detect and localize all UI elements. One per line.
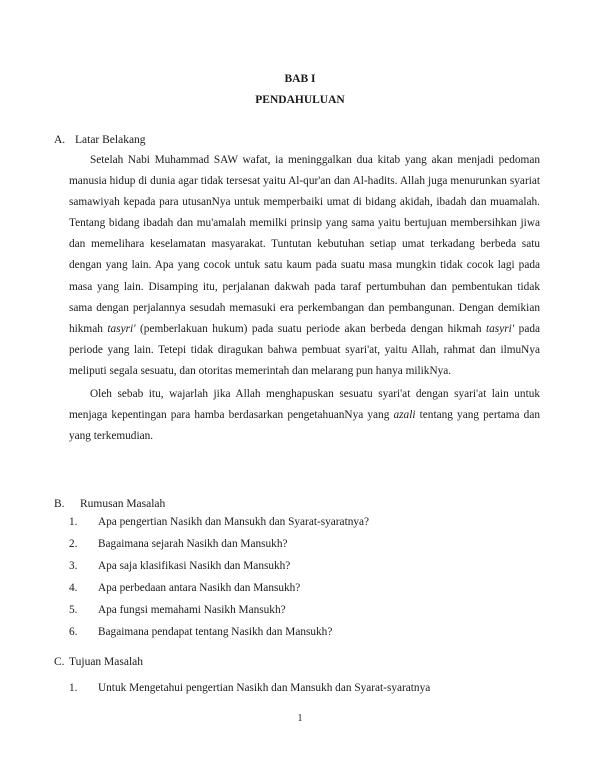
section-b-label: B. <box>54 498 65 510</box>
goal-list <box>69 677 540 699</box>
list-item: 3. Apa saja klasifikasi Nasikh dan Mansukh? <box>69 560 291 572</box>
list-item: 4. Apa perbedaan antara Nasikh dan Mansukh? <box>69 582 301 594</box>
section-c-heading <box>54 656 254 672</box>
chapter-title: PENDAHULUAN <box>255 94 345 106</box>
paragraph: Oleh sebab itu, wajarlah jika Allah menghapuskan sesuatu syari'at dengan syari'at lain untuk menjaga kepentingan para hamba berdasarkan pengetahuanNya yang azali tentang yang pertama dan yang terkemudian. <box>69 388 540 443</box>
list-item: 5. Apa fungsi memahami Nasikh Mansukh? <box>69 604 286 616</box>
section-a-title: Latar Belakang <box>75 134 146 146</box>
problem-list <box>69 511 540 643</box>
section-a-label: A. <box>54 134 66 146</box>
list-item: 2. Bagaimana sejarah Nasikh dan Mansukh? <box>69 538 288 550</box>
paragraph: Setelah Nabi Muhammad SAW wafat, ia meninggalkan dua kitab yang akan menjadi pedoman manusia hidup di dunia agar tidak tersesat yaitu Al-qur'an dan Al-hadits. Allah juga menurunkan syariat samawiyah kepada para utusanNya untuk memperbaiki umat di bidang akidah, ibadah dan muamalah. Tentang bidang ibadah dan mu'amalah memilki prinsip yang sama yaitu bertujuan membersihkan jiwa dan memelihara keselamatan masyarakat. Tuntutan kebutuhan setiap umat terkadang berbeda satu dengan yang lain. Apa yang cocok untuk satu kaum pada suatu masa mungkin tidak cocok lagi pada masa yang lain. Disamping itu, perjalanan dakwah pada taraf pertumbuhan dan pembentukan tidak sama dengan perjalannya sesudah memasuki era perkembangan dan pembangunan. Dengan demikian hikmah tasyri' (pemberlakuan hukum) pada suatu periode akan berbeda dengan hikmah tasyri' pada periode yang lain. Tetepi tidak diragukan bahwa pembuat syari'at, yaitu Allah, rahmat dan ilmuNya meliputi segala sesuatu, dan otoritas memerintah dan melarang pun hanya milikNya. <box>69 154 540 377</box>
list-item: 1. Apa pengertian Nasikh dan Mansukh dan Syarat-syaratnya? <box>69 516 370 528</box>
section-a-heading <box>54 134 254 150</box>
list-item: 1. Untuk Mengetahui pengertian Nasikh dan Mansukh dan Syarat-syaratnya <box>69 682 431 694</box>
page-number: 1 <box>297 713 303 724</box>
section-b-title: Rumusan Masalah <box>80 498 166 510</box>
section-c-title: Tujuan Masalah <box>69 656 144 668</box>
section-c-label: C. <box>54 656 65 668</box>
list-item: 6. Bagaimana pendapat tentang Nasikh dan Mansukh? <box>69 626 333 638</box>
chapter-number: BAB I <box>284 73 316 85</box>
section-a-body <box>69 150 540 447</box>
